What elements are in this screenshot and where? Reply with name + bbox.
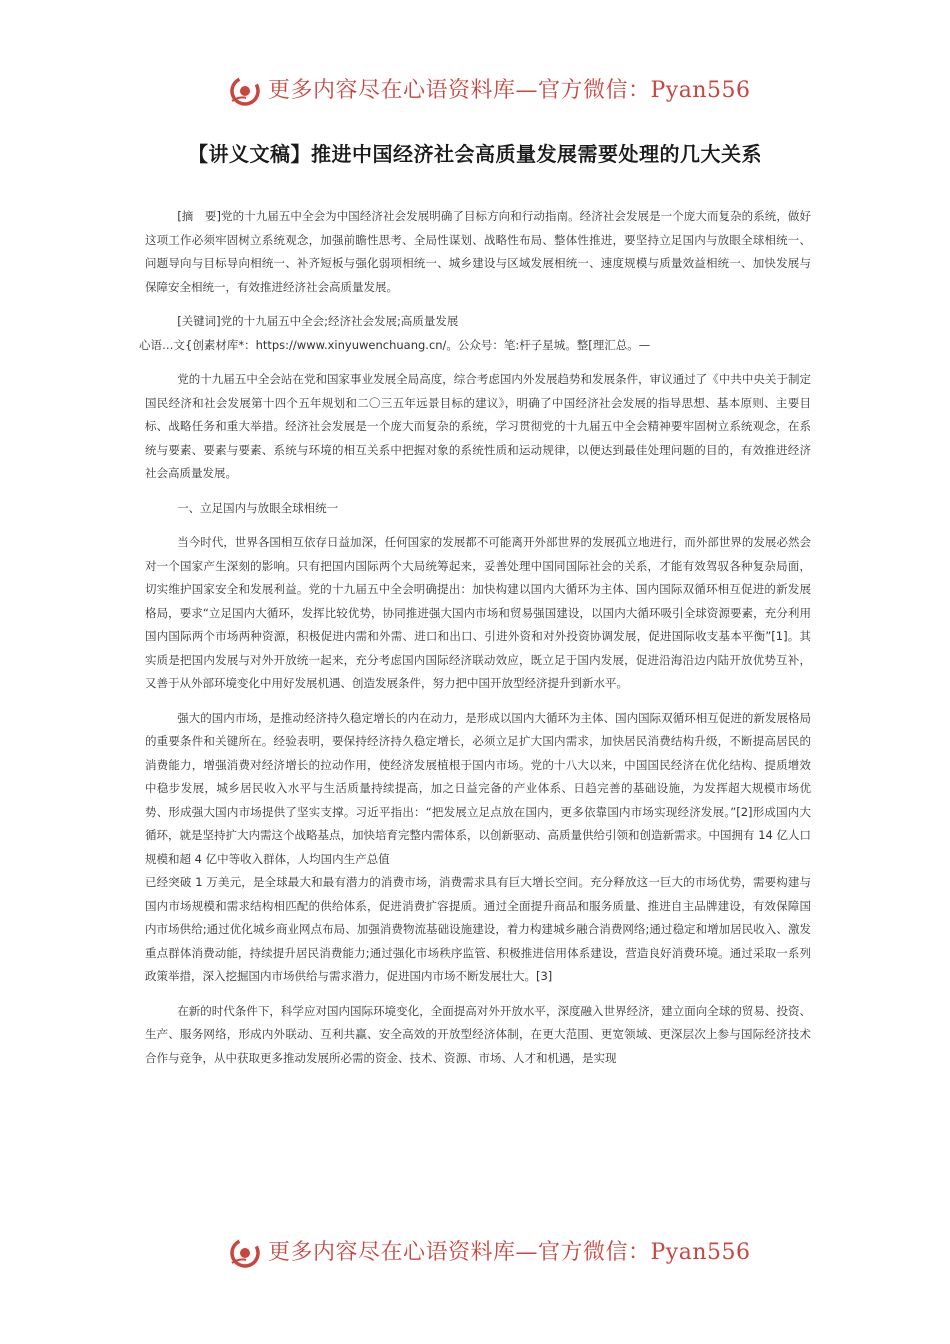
document-title: 【讲义文稿】推进中国经济社会高质量发展需要处理的几大关系 [188, 142, 762, 166]
brush-circle-logo-icon [228, 74, 262, 108]
body-paragraph-2: 强大的国内市场，是推动经济持久稳定增长的内在动力，是形成以国内大循环为主体、国内国际双循环相互促进的新发展格局的重要条件和关键所在。经验表明，要保持经济持久稳定增长，必须立足扩大国内需求，加快居民消费结构升级，不断提高居民的消费能力，增强消费对经济增长的拉动作用，使经济发展植根于国内市场。党的十八大以来，中国国民经济在优化结构、提质增效中稳步发展，城乡居民收入水平与生活质量持续提高，加之日益完备的产业体系、日趋完善的基础设施，为发挥超大规模市场优势、形成强大国内市场提供了坚实支撑。习近平指出：“把发展立足点放在国内，更多依靠国内市场实现经济发展。”[2]形成国内大循环，就是坚持扩大内需这个战略基点，加快培育完整内需体系，以创新驱动、高质量供给引领和创造新需求。中国拥有 14 亿人口规模和超 4 亿中等收入群体，人均国内生产总值 [145, 710, 811, 866]
body-paragraph-2-continued: 已经突破 1 万美元，是全球最大和最有潜力的消费市场，消费需求具有巨大增长空间。充分释放这一巨大的市场优势，需要构建与国内市场规模和需求结构相匹配的供给体系，促进消费扩容提质。通过全面提升商品和服务质量、推进自主品牌建设，有效保障国内市场供给;通过优化城乡商业网点布局、加强消费物流基础设施建设，着力构建城乡融合消费网络;通过稳定和增加居民收入、激发重点群体消费动能，持续提升居民消费能力;通过强化市场秩序监管、积极推进信用体系建设，营造良好消费环境。通过采取一系列政策举措，深入挖掘国内市场供给与需求潜力，促进国内市场不断发展壮大。[3] [145, 875, 811, 983]
body-paragraph-3: 在新的时代条件下，科学应对国内国际环境变化，全面提高对外开放水平，深度融入世界经济，建立面向全球的贸易、投资、生产、服务网络，形成内外联动、互利共赢、安全高效的开放型经济体制，在更大范围、更宽领域、更深层次上参与国际经济技术合作与竞争，从中获取更多推动发展所必需的资金、技术、资源、市场、人才和机遇，是实现 [145, 1003, 811, 1065]
abstract-paragraph: [摘 要]党的十九届五中全会为中国经济社会发展明确了目标方向和行动指南。经济社会发展是一个庞大而复杂的系统，做好这项工作必须牢固树立系统观念，加强前瞻性思考、全局性谋划、战略性布局、整体性推进，要坚持立足国内与放眼全球相统一、问题导向与目标导向相统一、补齐短板与强化弱项相统一、城乡建设与区域发展相统一、速度规模与质量效益相统一、加快发展与保障安全相统一，有效推进经济社会高质量发展。 [145, 209, 811, 294]
document-body [139, 205, 811, 1070]
footer-banner [0, 1234, 950, 1274]
brush-circle-logo-icon [228, 1236, 262, 1270]
body-paragraph-1: 当今时代，世界各国相互依存日益加深，任何国家的发展都不可能离开外部世界的发展孤立地进行，而外部世界的发展必然会对一个国家产生深刻的影响。只有把国内国际两个大局统筹起来，妥善处理中国同国际社会的关系，才能有效驾驭各种复杂局面，切实维护国家安全和发展利益。党的十九届五中全会明确提出：加快构建以国内大循环为主体、国内国际双循环相互促进的新发展格局，要求“立足国内大循环，发挥比较优势，协同推进强大国内市场和贸易强国建设，以国内大循环吸引全球资源要素，充分利用国内国际两个市场两种资源，积极促进内需和外需、进口和出口、引进外资和对外投资协调发展，促进国际收支基本平衡”[1]。其实质是把国内发展与对外开放统一起来，充分考虑国内国际经济联动效应，既立足于国内发展，促进沿海沿边内陆开放优势互补，又善于从外部环境变化中用好发展机遇、创造发展条件，努力把中国开放型经济提升到新水平。 [145, 535, 811, 690]
intro-paragraph: 党的十九届五中全会站在党和国家事业发展全局高度，综合考虑国内外发展趋势和发展条件，审议通过了《中共中央关于制定国民经济和社会发展第十四个五年规划和二〇三五年远景目标的建议》，明确了中国经济社会发展的指导思想、基本原则、主要目标、战略任务和重大举措。经济社会发展是一个庞大而复杂的系统，学习贯彻党的十九届五中全会精神要牢固树立系统观念，在系统与要素、要素与要素、系统与环境的相互关系中把握对象的系统性质和运动规律，以便达到最佳处理问题的目的，有效推进经济社会高质量发展。 [145, 372, 811, 480]
header-banner [0, 72, 950, 112]
source-line: 心语…文{创素材库*：https://www.xinyuwenchuang.cn/。公众号：笔:杆子星城。整[理汇总。— [139, 337, 651, 352]
section-heading: 一、立足国内与放眼全球相统一 [177, 500, 339, 515]
keywords-paragraph: [关键词]党的十九届五中全会;经济社会发展;高质量发展 [177, 314, 459, 328]
banner-text: 更多内容尽在心语资料库—官方微信：Pyan556 [268, 78, 751, 103]
banner-text: 更多内容尽在心语资料库—官方微信：Pyan556 [268, 1240, 751, 1265]
